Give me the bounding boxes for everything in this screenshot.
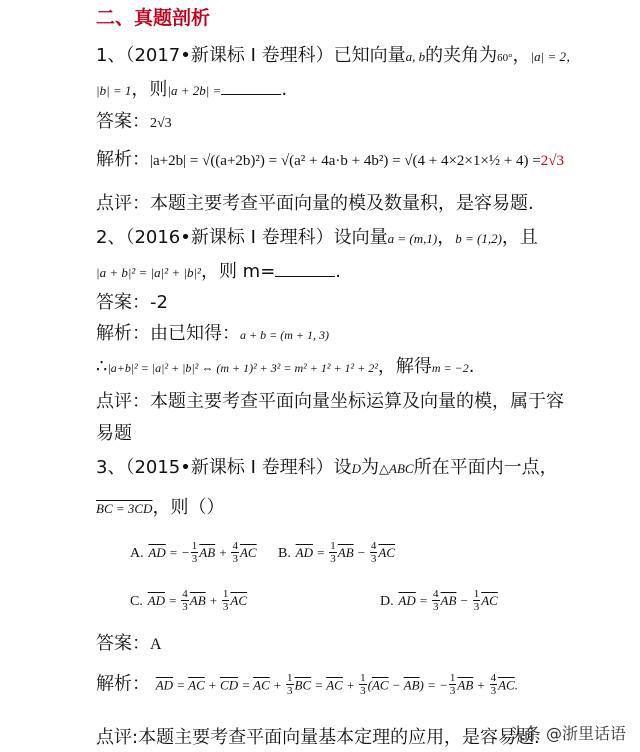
q2-jiexi-label: 解析：由已知得： [96, 323, 240, 344]
q3-opt-d-label: D. [380, 594, 394, 609]
q2-jiexi2: |a+b|² = |a|² + |b|² ⇔ (m + 1)² + 3² = m² + 1² + 1² + 2² [107, 361, 378, 375]
q2-solve: m = −2 [431, 361, 469, 375]
q2-stem-line [96, 226, 538, 251]
q1-ask-line: |b| = 1，则|a + 2b| = . [96, 79, 288, 100]
q1-angle: 60° [497, 52, 513, 64]
q1-cond2: |b| = 1 [96, 83, 132, 98]
q1-jiexi-line [96, 148, 564, 173]
q2-therefore: ∴ [96, 356, 108, 377]
q2-jiexi1: a + b = (m + 1, 3) [240, 328, 329, 342]
q2-comma: ， [437, 227, 456, 248]
q1-vecs: a, b [405, 49, 426, 64]
q2-solve-label: ，解得 [377, 356, 432, 377]
q3-option-a[interactable]: A. $\overline{AD}$ = − $\frac{1}{3}$ $\overline{AB}$ + $\frac{4}{3}$ $\overline{AC}$ [130, 540, 257, 565]
q3-plane: 所在平面内一点， [413, 457, 558, 478]
q2-ask: ，则 m= [200, 261, 276, 282]
q1-answer-label: 答案： [96, 111, 150, 132]
section-title: 二、真题剖析 [96, 7, 211, 29]
q3-tri: △ABC [379, 461, 414, 476]
q3-jiexi-label: 解析： [96, 673, 150, 695]
q1-then: ，则 [131, 79, 168, 100]
q1-cond1: |a| = 2， [530, 49, 579, 64]
q2-blank [275, 260, 335, 277]
q3-jiexi-line: 解析： $\overline{AD} = \overline{AC} + \overline{CD} = \overline{AC}$ + $\frac{1}{3}$ $\overline{BC} = \overline{AC}$ + $\frac{1}{3}$ $(\overline{AC} - \overline{AB})$ = − $\frac{1}{3}$ $\overline{AB}$ + $\frac{4}{3}$ $\overline{AC}$. [96, 672, 518, 697]
q2-vec-b: b = (1,2) [455, 231, 502, 246]
q3-ask: ，则（） [152, 497, 225, 518]
q3-cond-line [96, 496, 224, 521]
q2-jiexi-line [96, 322, 329, 347]
q1-jiexi: |a+2b| = √((a+2b)²) = √(a² + 4a·b + 4b²) = √(4 + 4×2×1×½ + 4) = [150, 153, 541, 169]
q2-and: ，且 [501, 227, 538, 248]
q2-comment1: 点评：本题主要考查平面向量坐标运算及向量的模，属于容 [96, 391, 564, 412]
q2-answer-label: 答案： [96, 292, 150, 313]
watermark: 头条 @浙里话语 [508, 724, 626, 743]
q1-answer: 2√3 [150, 116, 172, 131]
q3-opt-a-label: A. [130, 546, 144, 561]
q1-answer-line [96, 110, 172, 136]
q3-answer-line [96, 632, 162, 657]
q3-for: 为 [361, 457, 380, 478]
q2-stem: 2、（2016•新课标 I 卷理科）设向量 [96, 227, 388, 248]
q3-stem-line [96, 456, 558, 481]
q3-point: D [351, 461, 362, 476]
q1-jiexi-label: 解析： [96, 149, 150, 170]
q1-stem: 1、（2017•新课标 I 卷理科）已知向量 [96, 45, 406, 66]
q2-ask-line: |a + b|² = |a|² + |b|²，则 m= . [96, 261, 342, 282]
q2-cond: |a + b|² = |a|² + |b|² [96, 265, 201, 280]
q3-opt-b-label: B. [278, 546, 291, 561]
q3-answer: A [150, 636, 162, 653]
q1-comment: 点评：本题主要考查平面向量的模及数量积，是容易题. [96, 193, 534, 214]
q3-answer-label: 答案： [96, 633, 150, 654]
q1-blank [221, 78, 281, 95]
q3-option-d[interactable]: D. $\overline{AD}$ = $\frac{4}{3}$ $\overline{AB}$ − $\frac{1}{3}$ $\overline{AC}$ [380, 588, 498, 613]
q1-stem-line: 1、（2017•新课标 I 卷理科）已知向量a, b的夹角为60°，|a| = 2， [96, 45, 579, 66]
q3-option-b[interactable]: B. $\overline{AD}$ = $\frac{1}{3}$ $\overline{AB}$ − $\frac{4}{3}$ $\overline{AC}$ [278, 540, 396, 565]
q2-vec-a: a = (m,1) [387, 231, 438, 246]
q1-angle-text: 的夹角为 [425, 45, 498, 66]
q2-comment2: 易题 [96, 423, 132, 444]
q3-stem: 3、（2015•新课标 I 卷理科）设 [96, 457, 352, 478]
q3-cond: BC = 3CD [96, 501, 153, 516]
q2-answer-line [96, 291, 168, 315]
q2-derivation-line: ∴|a+b|² = |a|² + |b|² ⇔ (m + 1)² + 3² = m² + 1² + 1² + 2²，解得m = −2. [96, 356, 475, 377]
q3-option-c[interactable]: C. $\overline{AD}$ = $\frac{4}{3}$ $\overline{AB}$ + $\frac{1}{3}$ $\overline{AC}$ [130, 588, 248, 613]
q1-ask: |a + 2b| = [167, 83, 222, 98]
q2-answer: -2 [150, 292, 168, 313]
q1-jiexi-result: 2√3 [540, 153, 564, 169]
q3-opt-c-label: C. [130, 594, 143, 609]
q3-comment: 点评:本题主要考查平面向量基本定理的应用，是容易题. [96, 727, 540, 748]
